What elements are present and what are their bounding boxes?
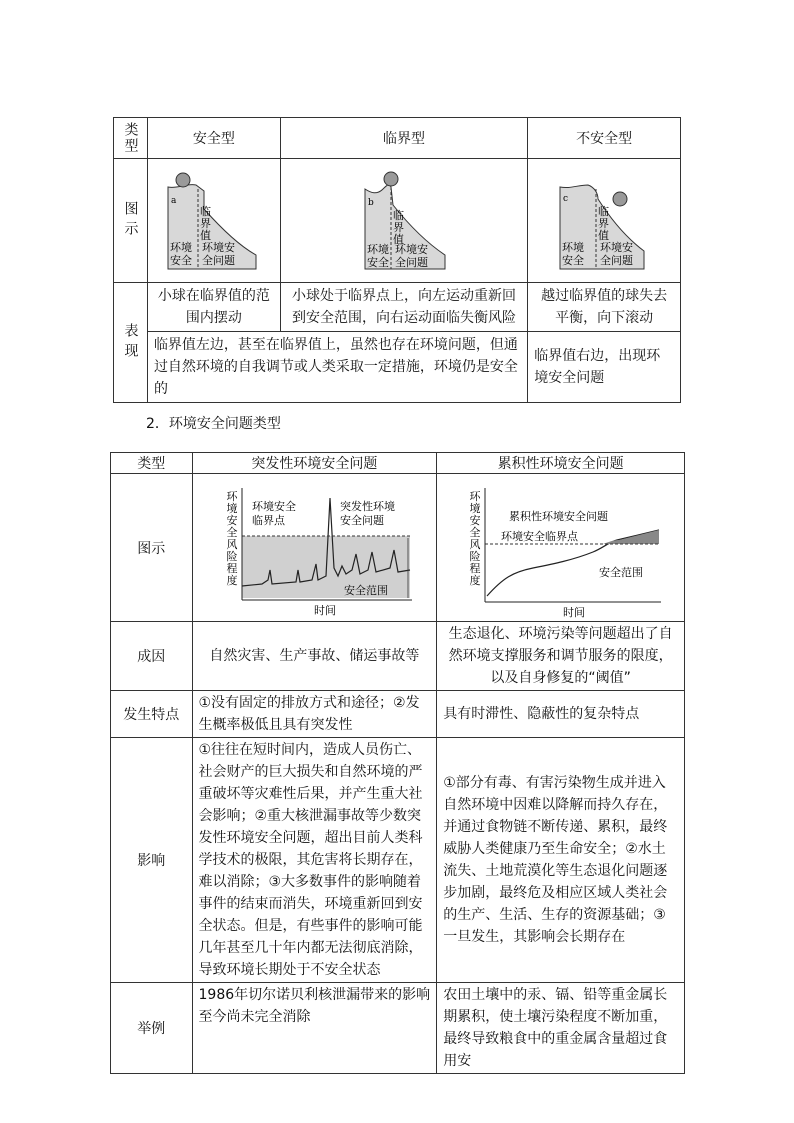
figure-row-label: 图示 (111, 474, 193, 622)
behavior-label-cell (114, 283, 148, 403)
sudden-feature: ①没有固定的排放方式和途径；②发生概率极低且具有突发性 (192, 691, 437, 738)
unsafe-figure-cell (528, 159, 681, 283)
left-label: 环境安全 (367, 242, 389, 269)
left-label: 环境安全 (562, 240, 585, 267)
stability-types-table (113, 117, 681, 403)
safe-range-label: 安全范围 (343, 583, 388, 597)
critical-desc: 小球处于临界点上，向左运动重新回到安全范围，向右运动面临失衡风险 (280, 283, 527, 332)
type-header: 类型 (111, 453, 193, 474)
sudden-cause: 自然灾害、生产事故、储运事故等 (192, 622, 437, 691)
common-desc: 临界值左边，甚至在临界值上，虽然也存在环境问题，但通过自然环境的自我调节或人类采取一定措施，环境仍是安全的 (147, 332, 527, 403)
cumulative-risk-chart (453, 478, 668, 618)
unsafe-common-desc: 临界值右边，出现环境安全问题 (528, 332, 681, 403)
cumulative-chart-cell (437, 474, 685, 622)
x-axis-label: 时间 (563, 605, 586, 618)
safe-stability-diagram (164, 165, 264, 277)
safe-range-label: 安全范围 (599, 565, 644, 579)
cumulative-header: 累积性环境安全问题 (437, 453, 685, 474)
ball-icon (176, 173, 190, 187)
cumulative-feature: 具有时滞性、隐蔽性的复杂特点 (437, 691, 685, 738)
threshold-label: 临界值 (199, 204, 211, 242)
type-header-cell (114, 118, 148, 159)
cumulative-impact: ①部分有毒、有害污染物生成并进入自然环境中因难以降解而持久存在，并通过食物链不断传递、累积，最终威胁人类健康乃至生命安全；②水土流失、土地荒漠化等生态退化问题逐步加剧，最终危及相应区域人类社会的生产、生活、生存的资源基础；③一旦发生，其影响会长期存在 (437, 738, 685, 983)
critical-figure-cell (280, 159, 527, 283)
problem-types-table (110, 452, 685, 1074)
right-label: 环境安全问题 (600, 240, 634, 267)
safe-figure-cell (147, 159, 280, 283)
critical-point-label: 环境安全临界点 (251, 499, 296, 527)
safe-desc: 小球在临界值的范围内摆动 (147, 283, 280, 332)
ball-icon (613, 192, 627, 206)
threshold-label: 临界值 (393, 208, 404, 246)
sudden-example: 1986年切尔诺贝利核泄漏带来的影响至今尚未完全消除 (192, 983, 437, 1074)
y-axis-label: 环境安全风险程度 (226, 489, 238, 587)
marker-a: a (170, 195, 177, 206)
sudden-risk-chart (212, 478, 417, 618)
critical-header: 临界型 (280, 118, 527, 159)
y-axis-label: 环境安全风险程度 (469, 489, 481, 587)
unsafe-desc: 越过临界值的球失去平衡，向下滚动 (528, 283, 681, 332)
sudden-header: 突发性环境安全问题 (192, 453, 437, 474)
sudden-impact: ①往往在短时间内，造成人员伤亡、社会财产的巨大损失和自然环境的严重破坏等灾难性后果，并产生重大社会影响；②重大核泄漏事故等少数突发性环境安全问题，超出目前人类科学技术的极限，其危害将长期存在，难以消除；③大多数事件的影响随着事件的结束而消失，环境重新回到安全状态。但是，有些事件的影响可能几年甚至几十年内都无法彻底消除，导致环境长期处于不安全状态 (192, 738, 437, 983)
left-label: 环境安全 (169, 240, 192, 267)
event-label: 突发性环境安全问题 (339, 499, 395, 527)
marker-c: c (563, 193, 569, 204)
example-row-label: 举例 (111, 983, 193, 1074)
unsafe-stability-diagram (554, 165, 654, 277)
right-label: 环境安全问题 (395, 242, 428, 269)
problem-label: 累积性环境安全问题 (509, 509, 609, 523)
safe-header: 安全型 (147, 118, 280, 159)
critical-stability-diagram (349, 165, 459, 277)
figure-label-cell (114, 159, 148, 283)
ball-icon (384, 172, 398, 186)
feature-row-label: 发生特点 (111, 691, 193, 738)
x-axis-label: 时间 (313, 603, 336, 617)
cumulative-cause: 生态退化、环境污染等问题超出了自然环境支撑服务和调节服务的限度，以及自身修复的“阈值” (437, 622, 685, 691)
section-title: 2．环境安全问题类型 (146, 416, 281, 432)
right-label: 环境安全问题 (201, 240, 235, 267)
figure-label: 图示 (122, 200, 139, 241)
cause-row-label: 成因 (111, 622, 193, 691)
critical-point-label: 环境安全临界点 (501, 529, 579, 543)
threshold-label: 临界值 (598, 204, 610, 242)
behavior-label: 表现 (122, 322, 139, 363)
marker-b: b (368, 197, 374, 208)
cumulative-example: 农田土壤中的汞、镉、铅等重金属长期累积，使土壤污染程度不断加重，最终导致粮食中的重金属含量超过食用安 (437, 983, 685, 1074)
impact-row-label: 影响 (111, 738, 193, 983)
type-header: 类型 (122, 122, 139, 154)
sudden-chart-cell (192, 474, 437, 622)
unsafe-header: 不安全型 (528, 118, 681, 159)
